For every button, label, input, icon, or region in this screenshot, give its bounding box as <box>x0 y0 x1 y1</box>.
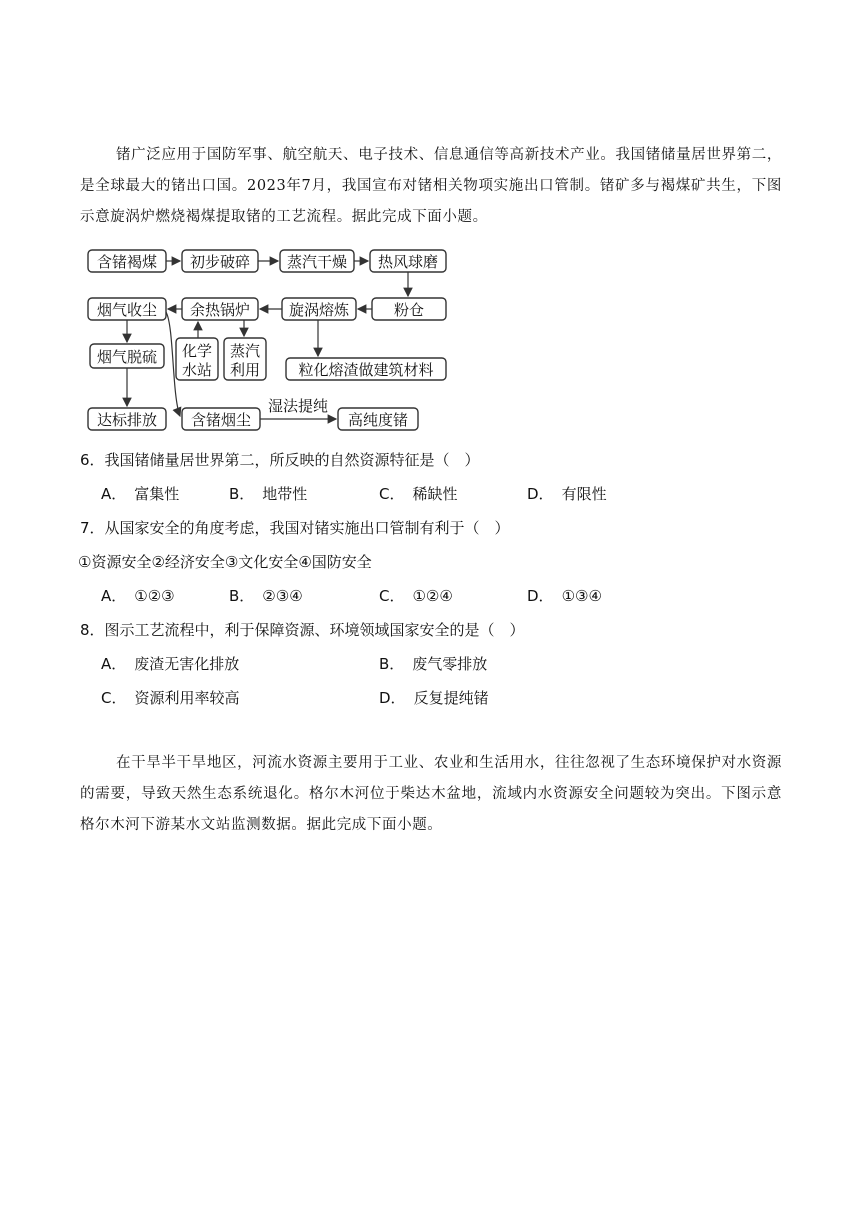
q8-option-a[interactable]: A． 废渣无害化排放 <box>101 655 240 673</box>
node-steam-drying: 蒸汽干燥 <box>286 253 348 271</box>
node-ge-dust: 含锗烟尘 <box>190 411 252 429</box>
q8-stem: 8．图示工艺流程中，利于保障资源、环境领域国家安全的是（ ） <box>80 621 525 639</box>
node-discharge: 达标排放 <box>96 411 158 429</box>
q6-option-a[interactable]: A． 富集性 <box>101 485 180 503</box>
q6-option-b[interactable]: B． 地带性 <box>229 485 308 503</box>
passage-1: 锗广泛应用于国防军事、航空航天、电子技术、信息通信等高新技术产业。我国锗储量居世界第二，是全球最大的锗出口国。2023年7月，我国宣布对锗相关物项实施出口管制。锗矿多与褐煤矿共生，下图示意旋涡炉燃烧褐煤提取锗的工艺流程。据此完成下面小题。 <box>80 147 782 225</box>
q8-option-b[interactable]: B． 废气零排放 <box>379 655 488 673</box>
node-water-station-1: 化学 <box>181 342 213 360</box>
node-vortex: 旋涡熔炼 <box>288 301 350 319</box>
q7-items: ①资源安全②经济安全③文化安全④国防安全 <box>78 553 372 571</box>
node-dust-collection: 烟气收尘 <box>96 301 158 319</box>
q6-option-c[interactable]: C． 稀缺性 <box>379 485 458 503</box>
passage-2: 在干旱半干旱地区，河流水资源主要用于工业、农业和生活用水，往往忽视了生态环境保护对水资源的需要，导致天然生态系统退化。格尔木河位于柴达木盆地，流域内水资源安全问题较为突出。下图示意格尔木河下游某水文站监测数据。据此完成下面小题。 <box>80 755 782 833</box>
q7-option-a[interactable]: A． ①②③ <box>101 587 175 605</box>
node-bin: 粉仓 <box>393 301 425 319</box>
node-ball-mill: 热风球磨 <box>377 253 439 271</box>
node-steam-use-1: 蒸汽 <box>229 342 261 360</box>
flowchart <box>86 246 452 438</box>
node-crushing: 初步破碎 <box>189 253 251 271</box>
q7-stem: 7．从国家安全的角度考虑，我国对锗实施出口管制有利于（ ） <box>80 519 510 537</box>
q8-option-d[interactable]: D． 反复提纯锗 <box>379 689 489 707</box>
node-steam-use-2: 利用 <box>229 361 261 379</box>
q6-stem: 6．我国锗储量居世界第二，所反映的自然资源特征是（ ） <box>80 451 480 469</box>
node-boiler: 余热锅炉 <box>189 301 251 319</box>
node-lignite: 含锗褐煤 <box>96 253 158 271</box>
q7-option-d[interactable]: D． ①③④ <box>527 587 602 605</box>
q7-option-b[interactable]: B． ②③④ <box>229 587 303 605</box>
q6-option-d[interactable]: D． 有限性 <box>527 485 607 503</box>
edge-label-wet: 湿法提纯 <box>267 397 329 415</box>
node-slag: 粒化熔渣做建筑材料 <box>298 361 434 379</box>
node-water-station-2: 水站 <box>181 361 213 379</box>
q7-option-c[interactable]: C． ①②④ <box>379 587 453 605</box>
q8-option-c[interactable]: C． 资源利用率较高 <box>101 689 240 707</box>
node-desulfurization: 烟气脱硫 <box>96 348 158 366</box>
node-pure-ge: 高纯度锗 <box>347 411 409 429</box>
